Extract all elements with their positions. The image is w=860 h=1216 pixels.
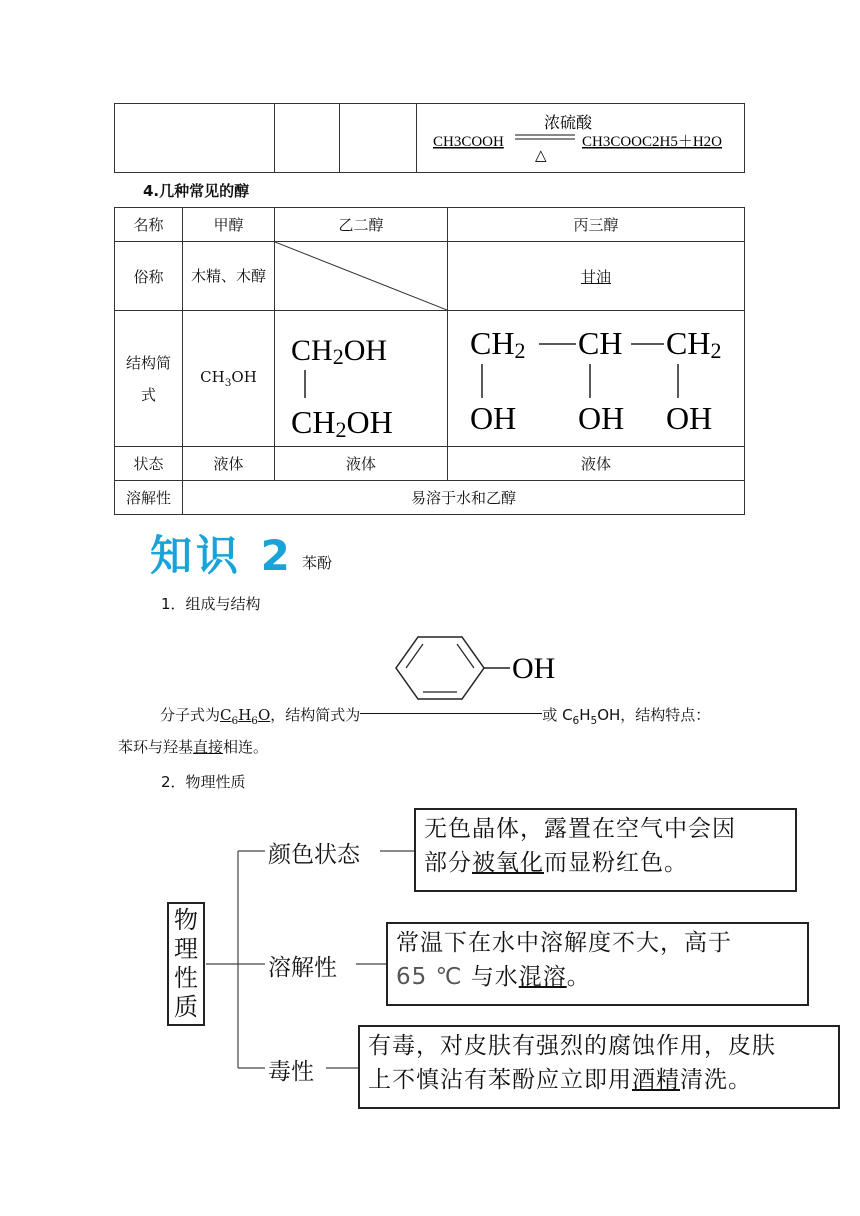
box3-line1: 有毒，对皮肤有强烈的腐蚀作用，皮肤 [368,1033,776,1059]
svg-text:CH2: CH2 [666,324,722,363]
box3-line2 [368,1063,830,1097]
svg-text:CH: CH [578,324,623,361]
root-char-2: 理 [174,935,198,963]
box1-line1: 无色晶体，露置在空气中会因 [424,816,736,842]
color-state-box [414,808,797,892]
methanol-common-name [183,242,275,311]
cell-empty-2 [275,104,340,173]
diagonal-line [275,242,447,310]
cell-empty-1 [115,104,275,173]
para-text-b: ，结构简式为 [270,706,361,724]
section4-title: 4.几种常见的醇 [143,182,250,200]
methanol-formula: $CH_3OH$ [200,368,257,389]
row-structure-label [115,311,183,447]
box2-temperature: 65 ℃ [396,964,463,990]
cell-reaction [417,104,745,173]
methanol-common-text: 木精、木醇 [191,267,267,285]
phenol-structure [376,633,576,703]
para-text-e: 相连。 [223,738,269,756]
methanol-state: 液体 [183,447,275,481]
item2-title: 2．物理性质 [161,773,246,791]
box1-oxidized: 被氧化 [472,850,544,876]
box2-line1: 常温下在水中溶解度不大，高于 [396,930,732,956]
cell-diagonal [275,242,448,311]
branch-color-state: 颜色状态 [266,836,362,869]
knowledge-big-title: 知识 2 [150,531,294,580]
reactant-formula: CH3COOH [433,134,504,150]
glycerol-common-text: 甘油 [580,267,611,286]
box2-text-d: 。 [566,964,591,990]
header-name: 名称 [115,208,183,242]
header-glycerol: 丙三醇 [448,208,745,242]
root-char-4: 质 [174,993,198,1021]
branch-toxicity: 毒性 [266,1053,316,1086]
row-state-label: 状态 [115,447,183,481]
box1-text-c: 而显粉红色。 [544,850,688,876]
glycerol-formula [448,312,744,446]
svg-text:CH2: CH2 [470,324,526,363]
knowledge-heading [150,523,294,583]
cell-empty-3 [340,104,417,173]
ethylene-glycol-formula [275,312,447,446]
product-formula: CH3COOC2H5＋H2O [582,134,723,150]
root-node [167,902,205,1026]
box3-text-c: 清洗。 [680,1067,752,1093]
alcohols-table [114,207,745,515]
row-common-label: 俗称 [115,242,183,311]
branch-solubility: 溶解性 [266,949,339,982]
root-char-1: 物 [174,906,198,934]
solubility-box [386,922,809,1006]
solubility-value: 易溶于水和乙醇 [183,481,745,515]
para-text-c: 或 $C_6H_5OH$，结构特点： [542,706,711,727]
box1-line2 [424,846,787,880]
para-text-a: 分子式为 [160,706,221,724]
phenol-feature-line [118,736,268,757]
box2-line2 [396,960,799,994]
ester-reaction-table [114,103,745,173]
glycerol-structure [448,311,745,447]
header-ethylene-glycol: 乙二醇 [275,208,448,242]
svg-text:CH2OH: CH2OH [291,403,393,442]
svg-text:OH: OH [512,652,556,685]
box3-alcohol: 酒精 [632,1067,680,1093]
root-char-3: 性 [174,964,198,992]
para-text-d: 苯环与羟基 [118,738,194,756]
box2-text-b: 与水 [462,964,519,990]
methanol-structure [183,311,275,447]
molecular-formula: $C_6H_6O$ [220,706,271,727]
svg-text:OH: OH [470,399,517,436]
box3-text-a: 上不慎沾有苯酚应立即用 [368,1067,632,1093]
knowledge-subtitle: 苯酚 [302,554,333,572]
header-methanol: 甲醇 [183,208,275,242]
svg-text:CH2OH: CH2OH [291,333,388,369]
box2-miscible: 混溶 [518,964,567,990]
item1-title: 1．组成与结构 [161,595,261,613]
phenol-formula-line [160,704,710,727]
svg-text:OH: OH [666,399,713,436]
structure-label-text: 结构简式 [125,353,171,404]
svg-text:OH: OH [578,399,625,436]
catalyst-label: 浓硫酸 [544,115,593,132]
toxicity-box [358,1025,840,1109]
esterification-equation [417,104,743,172]
ethylene-glycol-structure [275,311,448,447]
glycerol-state: 液体 [448,447,745,481]
box1-text-a: 部分 [424,850,472,876]
heat-symbol: △ [535,146,547,164]
direct-keyword: 直接 [193,738,224,756]
glycerol-common-name [448,242,745,311]
blank-underline [360,713,542,714]
row-solubility-label: 溶解性 [115,481,183,515]
ethylene-glycol-state: 液体 [275,447,448,481]
